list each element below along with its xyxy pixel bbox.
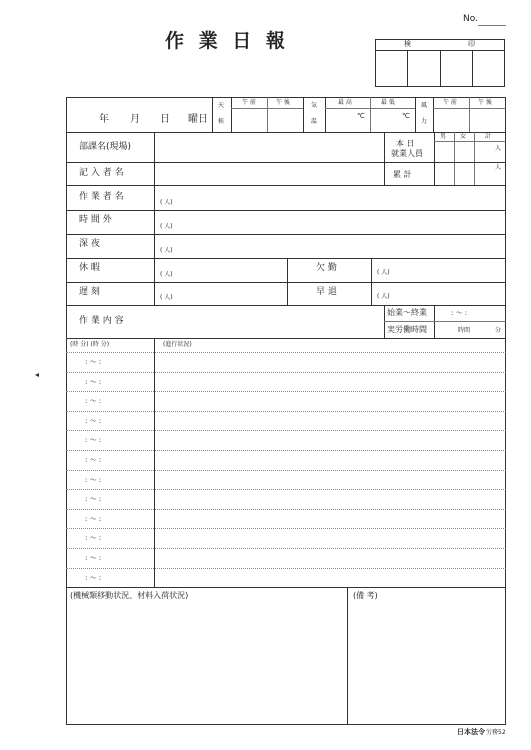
time-slot-label: : 〜 :	[85, 436, 102, 444]
row-line	[66, 234, 506, 235]
row-line	[66, 305, 506, 306]
col-line	[370, 97, 371, 132]
time-slot-line	[66, 568, 506, 569]
temp-min: 最 低	[381, 99, 395, 106]
col-line	[454, 132, 455, 185]
row-line	[66, 282, 506, 283]
month-label: 月	[130, 114, 140, 125]
start-end-label: 始業〜終業	[387, 308, 427, 317]
binding-mark	[35, 373, 39, 377]
overtime-count: ( 人)	[160, 223, 173, 230]
time-slot-line	[66, 430, 506, 431]
col-line	[347, 587, 348, 725]
wind-label: 風	[421, 102, 428, 109]
col-line	[469, 97, 470, 132]
row-line	[66, 210, 506, 211]
weekday-label: 曜日	[188, 114, 208, 125]
time-slot-label: : 〜 :	[85, 495, 102, 503]
form-code: 労務52	[486, 729, 506, 736]
time-slot-label: : 〜 :	[85, 476, 102, 484]
temperature-label: 気	[311, 102, 318, 109]
col-line	[231, 97, 232, 132]
time-slot-line	[66, 450, 506, 451]
col-line	[384, 132, 385, 185]
publisher-logo: 日本法令	[457, 728, 485, 736]
col-line	[212, 97, 213, 132]
wind-pm: 午 後	[478, 99, 492, 106]
time-slot-label: : 〜 :	[85, 417, 102, 425]
time-slot-label: : 〜 :	[85, 574, 102, 582]
time-header: (時 分) (時 分)	[70, 341, 110, 348]
col-line	[474, 132, 475, 185]
machines-materials-label: (機械類移動状況、材料入荷状況)	[70, 591, 189, 600]
col-line	[325, 97, 326, 132]
workers-today-label-2: 就業人員	[391, 149, 423, 158]
time-slot-line	[66, 548, 506, 549]
late-night-label: 深 夜	[79, 239, 100, 249]
progress-header: (進行状況)	[163, 341, 192, 348]
stamp-label-inspect: 検	[404, 40, 411, 48]
absence-count: ( 人)	[377, 269, 390, 276]
holiday-label: 休 暇	[79, 263, 100, 273]
weather-label-2: 候	[218, 118, 225, 125]
time-slot-line	[66, 470, 506, 471]
row-line	[66, 587, 506, 588]
year-label: 年	[99, 114, 109, 125]
time-column-line	[154, 338, 155, 587]
time-slot-label: : 〜 :	[85, 456, 102, 464]
wind-am: 午 前	[443, 99, 457, 106]
col-line	[303, 97, 304, 132]
temp-max-unit: ℃	[357, 112, 365, 120]
row-line	[66, 338, 506, 339]
work-content-label: 作 業 内 容	[79, 316, 124, 326]
number-label: No.	[463, 14, 478, 24]
female-label: 女	[460, 133, 467, 140]
actual-hours-label: 実労働時間	[387, 325, 427, 334]
time-slot-label: : 〜 :	[85, 515, 102, 523]
col-line	[267, 97, 268, 132]
time-slot-line	[66, 372, 506, 373]
time-slot-line	[66, 489, 506, 490]
time-slot-label: : 〜 :	[85, 397, 102, 405]
time-slot-label: : 〜 :	[85, 534, 102, 542]
time-slot-line	[66, 352, 506, 353]
sub-line	[434, 141, 506, 142]
page-title: 作 業 日 報	[165, 30, 289, 52]
remarks-label: (備 考)	[353, 591, 378, 600]
holiday-count: ( 人)	[160, 271, 173, 278]
late-count: ( 人)	[160, 294, 173, 301]
temp-min-unit: ℃	[402, 112, 410, 120]
entry-person-label: 記 入 者 名	[79, 168, 124, 178]
early-leave-count: ( 人)	[377, 293, 390, 300]
wind-label-2: 力	[421, 118, 428, 125]
overtime-label: 時 間 外	[79, 215, 112, 225]
day-label: 日	[160, 114, 170, 125]
col-line	[433, 97, 434, 132]
time-slot-label: : 〜 :	[85, 554, 102, 562]
stamp-col-line	[440, 50, 441, 87]
col-line	[415, 97, 416, 132]
person-unit-2: 人	[495, 164, 502, 171]
late-label: 遅 刻	[79, 287, 100, 297]
time-slot-label: : 〜 :	[85, 358, 102, 366]
workers-label: 作 業 者 名	[79, 192, 124, 202]
male-label: 男	[440, 133, 447, 140]
sum-label: 計	[485, 133, 492, 140]
department-label: 部課名(現場)	[79, 142, 132, 152]
start-end-value: : 〜 :	[451, 309, 468, 317]
stamp-col-line	[472, 50, 473, 87]
temperature-label-2: 温	[311, 118, 318, 125]
early-leave-label: 早 退	[316, 287, 337, 297]
stamp-label-seal: 印	[468, 40, 475, 48]
hours-unit: 時間	[458, 327, 471, 334]
workers-today-label: 本 日	[396, 139, 415, 148]
row-line	[66, 162, 506, 163]
sub-line	[384, 321, 506, 322]
number-underline	[478, 25, 506, 26]
weather-label: 天	[218, 102, 225, 109]
minutes-unit: 分	[495, 327, 502, 334]
time-slot-line	[66, 528, 506, 529]
workers-count: ( 人)	[160, 199, 173, 206]
label-column-line	[154, 132, 155, 305]
person-unit: 人	[495, 145, 502, 152]
col-line	[434, 132, 435, 185]
time-slot-line	[66, 411, 506, 412]
weather-am: 午 前	[242, 99, 256, 106]
time-slot-line	[66, 391, 506, 392]
time-slot-line	[66, 509, 506, 510]
temp-max: 最 高	[338, 99, 352, 106]
row-line	[66, 185, 506, 186]
cumulative-label: 累 計	[393, 170, 412, 179]
late-night-count: ( 人)	[160, 247, 173, 254]
time-slot-label: : 〜 :	[85, 378, 102, 386]
row-line	[66, 258, 506, 259]
stamp-col-line	[407, 50, 408, 87]
weather-pm: 午 後	[276, 99, 290, 106]
absence-label: 欠 勤	[316, 263, 337, 273]
